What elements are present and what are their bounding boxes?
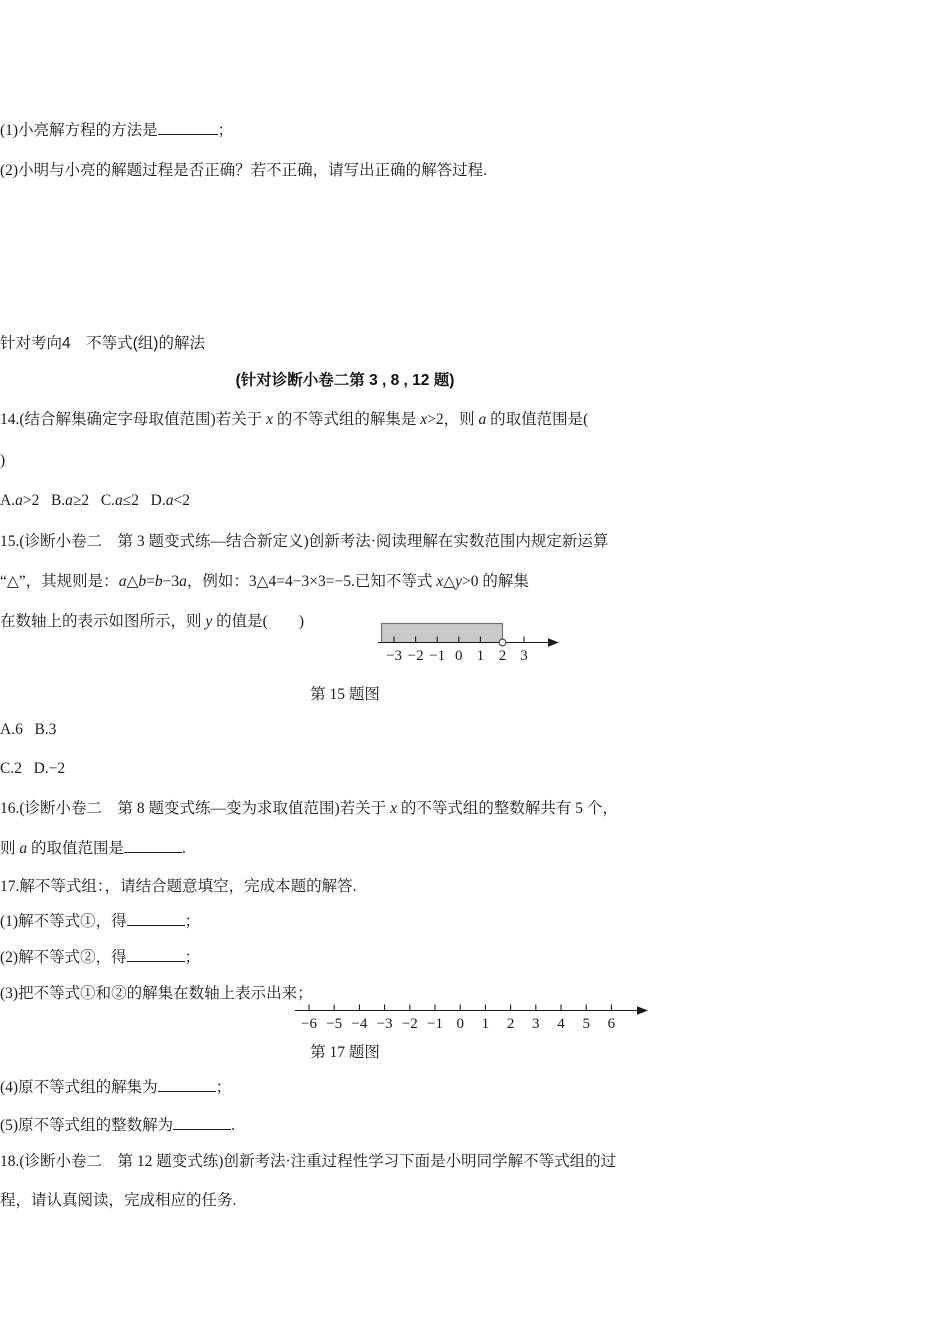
question-17-sub2 — [0, 949, 690, 967]
question-15-options-row-2 — [0, 760, 690, 778]
q17-sub5-text: (5)原不等式组的整数解为 — [0, 1117, 174, 1134]
q16-line2-tail: . — [182, 840, 186, 857]
nl17-label-7: 1 — [481, 1016, 490, 1032]
q14-option-d-rest: <2 — [173, 492, 190, 509]
q16-number: 16. — [0, 800, 20, 817]
q15-option-d-value: −2 — [48, 760, 66, 777]
q17-sub2-tail: ； — [184, 949, 201, 966]
q15-option-a-value: 6 — [15, 721, 23, 738]
question-17-sub1 — [0, 913, 690, 931]
q16-line1-a: (诊断小卷二 第 8 题变式练—变为求取值范围)若关于 — [19, 800, 391, 817]
q14-option-b-rest: ≥2 — [72, 492, 90, 509]
question-18-line2 — [0, 1192, 690, 1210]
top-item-1-tail: ； — [217, 122, 234, 139]
q18-number: 18. — [0, 1153, 20, 1170]
q15-line2-e: ，例如：3△4=4−3×3=−5.已知不等式 — [186, 573, 437, 590]
figure-17-caption: 第 17 题图 — [310, 1044, 380, 1061]
q17-sub3-text: (3)把不等式①和②的解集在数轴上表示出来； — [0, 985, 313, 1002]
q14-stem-close-paren: ) — [0, 452, 6, 469]
shaded-region — [382, 624, 503, 643]
q15-option-c-label[interactable]: C. — [0, 760, 15, 777]
q18-line1-text: (诊断小卷二 第 12 题变式练)创新考法·注重过程性学习下面是小明同学解不等式组的过 — [19, 1153, 617, 1170]
q14-stem-c: >2，则 — [427, 411, 479, 428]
question-17-sub4 — [0, 1079, 690, 1097]
q15-option-b-label[interactable]: B. — [34, 721, 49, 738]
figure-17-number-line — [295, 1000, 665, 1036]
axis-arrow-icon — [548, 638, 559, 646]
q15-line3-a: 在数轴上的表示如图所示，则 — [0, 613, 206, 630]
q15-number: 15. — [0, 533, 20, 550]
q14-number: 14. — [0, 411, 20, 428]
question-18-line1 — [0, 1153, 690, 1171]
top-item-1-row — [0, 122, 690, 140]
q14-option-c-label[interactable]: C. — [100, 492, 116, 509]
q15-var-a: a — [118, 573, 127, 590]
question-15-line3 — [0, 613, 690, 631]
q14-option-a-rest: >2 — [22, 492, 40, 509]
q14-stem-d: 的取值范围是( — [486, 411, 589, 428]
nl15-label-2: −1 — [429, 648, 446, 664]
q16-line2-b: 的取值范围是 — [27, 840, 125, 857]
q15-line2-a: “△”，其规则是： — [0, 573, 119, 590]
q15-line2-f: △ — [443, 573, 456, 590]
nl15-label-1: −2 — [407, 648, 424, 664]
top-item-1-text: (1)小亮解方程的方法是 — [0, 122, 158, 139]
section-subheading-row — [0, 368, 690, 390]
figure-15-caption-row — [0, 682, 690, 704]
q17-sub1-blank[interactable] — [127, 925, 185, 926]
figure-17-caption-row — [0, 1040, 690, 1062]
q15-var-a2: a — [179, 573, 187, 590]
q15-var-x: x — [436, 573, 444, 590]
nl17-label-0: −6 — [301, 1016, 317, 1032]
q14-var-x1: x — [266, 411, 273, 428]
nl15-label-4: 1 — [476, 648, 485, 664]
nl17-label-4: −2 — [401, 1016, 418, 1032]
nl17-label-2: −4 — [351, 1016, 368, 1032]
q14-stem-b: 的不等式组的解集是 — [272, 411, 421, 428]
open-circle-endpoint — [499, 639, 506, 646]
top-item-1-blank[interactable] — [158, 134, 218, 135]
q17-number: 17. — [0, 878, 20, 895]
q16-answer-blank[interactable] — [124, 852, 182, 853]
section-subheading: (针对诊断小卷二第 3 , 8 , 12 题) — [235, 372, 455, 389]
question-14-stem-line2 — [0, 452, 690, 470]
nl17-label-12: 6 — [607, 1016, 616, 1032]
q15-line2-c: = — [146, 573, 155, 590]
q15-line1-text: (诊断小卷二 第 3 题变式练—结合新定义)创新考法·阅读理解在实数范围内规定新运算 — [19, 533, 609, 550]
q14-var-a: a — [478, 411, 487, 428]
nl17-label-1: −5 — [326, 1016, 343, 1032]
q17-stem-text: 解不等式组：，请结合题意填空，完成本题的解答. — [19, 878, 357, 895]
q15-option-a-label[interactable]: A. — [0, 721, 16, 738]
q18-line2-text: 程，请认真阅读，完成相应的任务. — [0, 1192, 237, 1209]
q17-sub4-text: (4)原不等式组的解集为 — [0, 1079, 158, 1096]
q17-sub4-tail: ； — [215, 1079, 232, 1096]
q14-option-b-var: a — [65, 492, 73, 509]
nl15-label-5: 2 — [498, 648, 507, 664]
section-title-row — [0, 331, 690, 353]
q16-var-a: a — [19, 840, 28, 857]
q14-option-a-label[interactable]: A. — [0, 492, 16, 509]
question-17-sub5 — [0, 1117, 690, 1135]
question-14-stem-line1 — [0, 411, 690, 429]
question-15-line2 — [0, 573, 690, 591]
q17-sub4-blank[interactable] — [158, 1091, 216, 1092]
figure-15-caption: 第 15 题图 — [310, 686, 380, 703]
top-item-2-row — [0, 162, 690, 180]
section-title: 针对考向4 不等式(组)的解法 — [0, 335, 205, 352]
q17-sub2-blank[interactable] — [127, 961, 185, 962]
q14-option-d-label[interactable]: D. — [150, 492, 166, 509]
q15-option-b-value: 3 — [48, 721, 57, 738]
figure-15-number-line — [378, 620, 568, 664]
question-15-line1 — [0, 533, 690, 551]
figure-17-svg — [295, 1000, 665, 1036]
q15-var-b2: b — [154, 573, 163, 590]
q14-stem-a: (结合解集确定字母取值范围)若关于 — [19, 411, 267, 428]
q14-option-d-var: a — [165, 492, 174, 509]
question-14-options — [0, 492, 690, 510]
q14-option-c-var: a — [115, 492, 123, 509]
axis-arrow-icon — [637, 1006, 648, 1014]
nl17-label-8: 2 — [506, 1016, 515, 1032]
q15-line2-g: >0 的解集 — [461, 573, 529, 590]
nl15-label-6: 3 — [520, 648, 528, 664]
q14-option-b-label[interactable]: B. — [50, 492, 66, 509]
q15-line2-d: −3 — [162, 573, 180, 590]
q17-sub1-tail: ； — [184, 913, 201, 930]
q15-option-c-value: 2 — [14, 760, 22, 777]
q16-line2-a: 则 — [0, 840, 20, 857]
q17-sub5-tail: . — [231, 1117, 235, 1134]
q14-option-a-var: a — [15, 492, 23, 509]
label-group — [301, 1016, 616, 1032]
figure-15-svg — [378, 620, 568, 664]
nl17-label-3: −3 — [376, 1016, 393, 1032]
q17-sub1-text: (1)解不等式①，得 — [0, 913, 127, 930]
q16-line1-b: 的不等式组的整数解共有 5 个， — [396, 800, 618, 817]
q15-var-y2: y — [205, 613, 213, 630]
question-17-stem — [0, 878, 690, 896]
top-item-2-text: (2)小明与小亮的解题过程是否正确？若不正确，请写出正确的解答过程. — [0, 162, 487, 179]
question-16-line2 — [0, 840, 690, 858]
q14-option-c-rest: ≤2 — [122, 492, 140, 509]
q15-var-b: b — [138, 573, 147, 590]
q15-option-d-label[interactable]: D. — [33, 760, 49, 777]
question-15-options-row-1 — [0, 721, 690, 739]
q14-var-x2: x — [420, 411, 428, 428]
tick-group — [309, 1005, 611, 1011]
nl15-label-0: −3 — [386, 648, 402, 664]
q17-sub2-text: (2)解不等式②，得 — [0, 949, 127, 966]
q17-sub5-blank[interactable] — [173, 1129, 231, 1130]
nl17-label-11: 5 — [582, 1016, 590, 1032]
q15-line3-b: 的值是( ) — [212, 613, 304, 630]
nl15-label-3: 0 — [455, 648, 463, 664]
nl17-label-6: 0 — [456, 1016, 464, 1032]
nl17-label-9: 3 — [532, 1016, 540, 1032]
q15-line2-b: △ — [126, 573, 139, 590]
nl17-label-5: −1 — [427, 1016, 443, 1032]
question-16-line1 — [0, 800, 690, 818]
q16-var-x: x — [390, 800, 397, 817]
q15-var-y: y — [455, 573, 462, 590]
nl17-label-10: 4 — [557, 1016, 565, 1032]
